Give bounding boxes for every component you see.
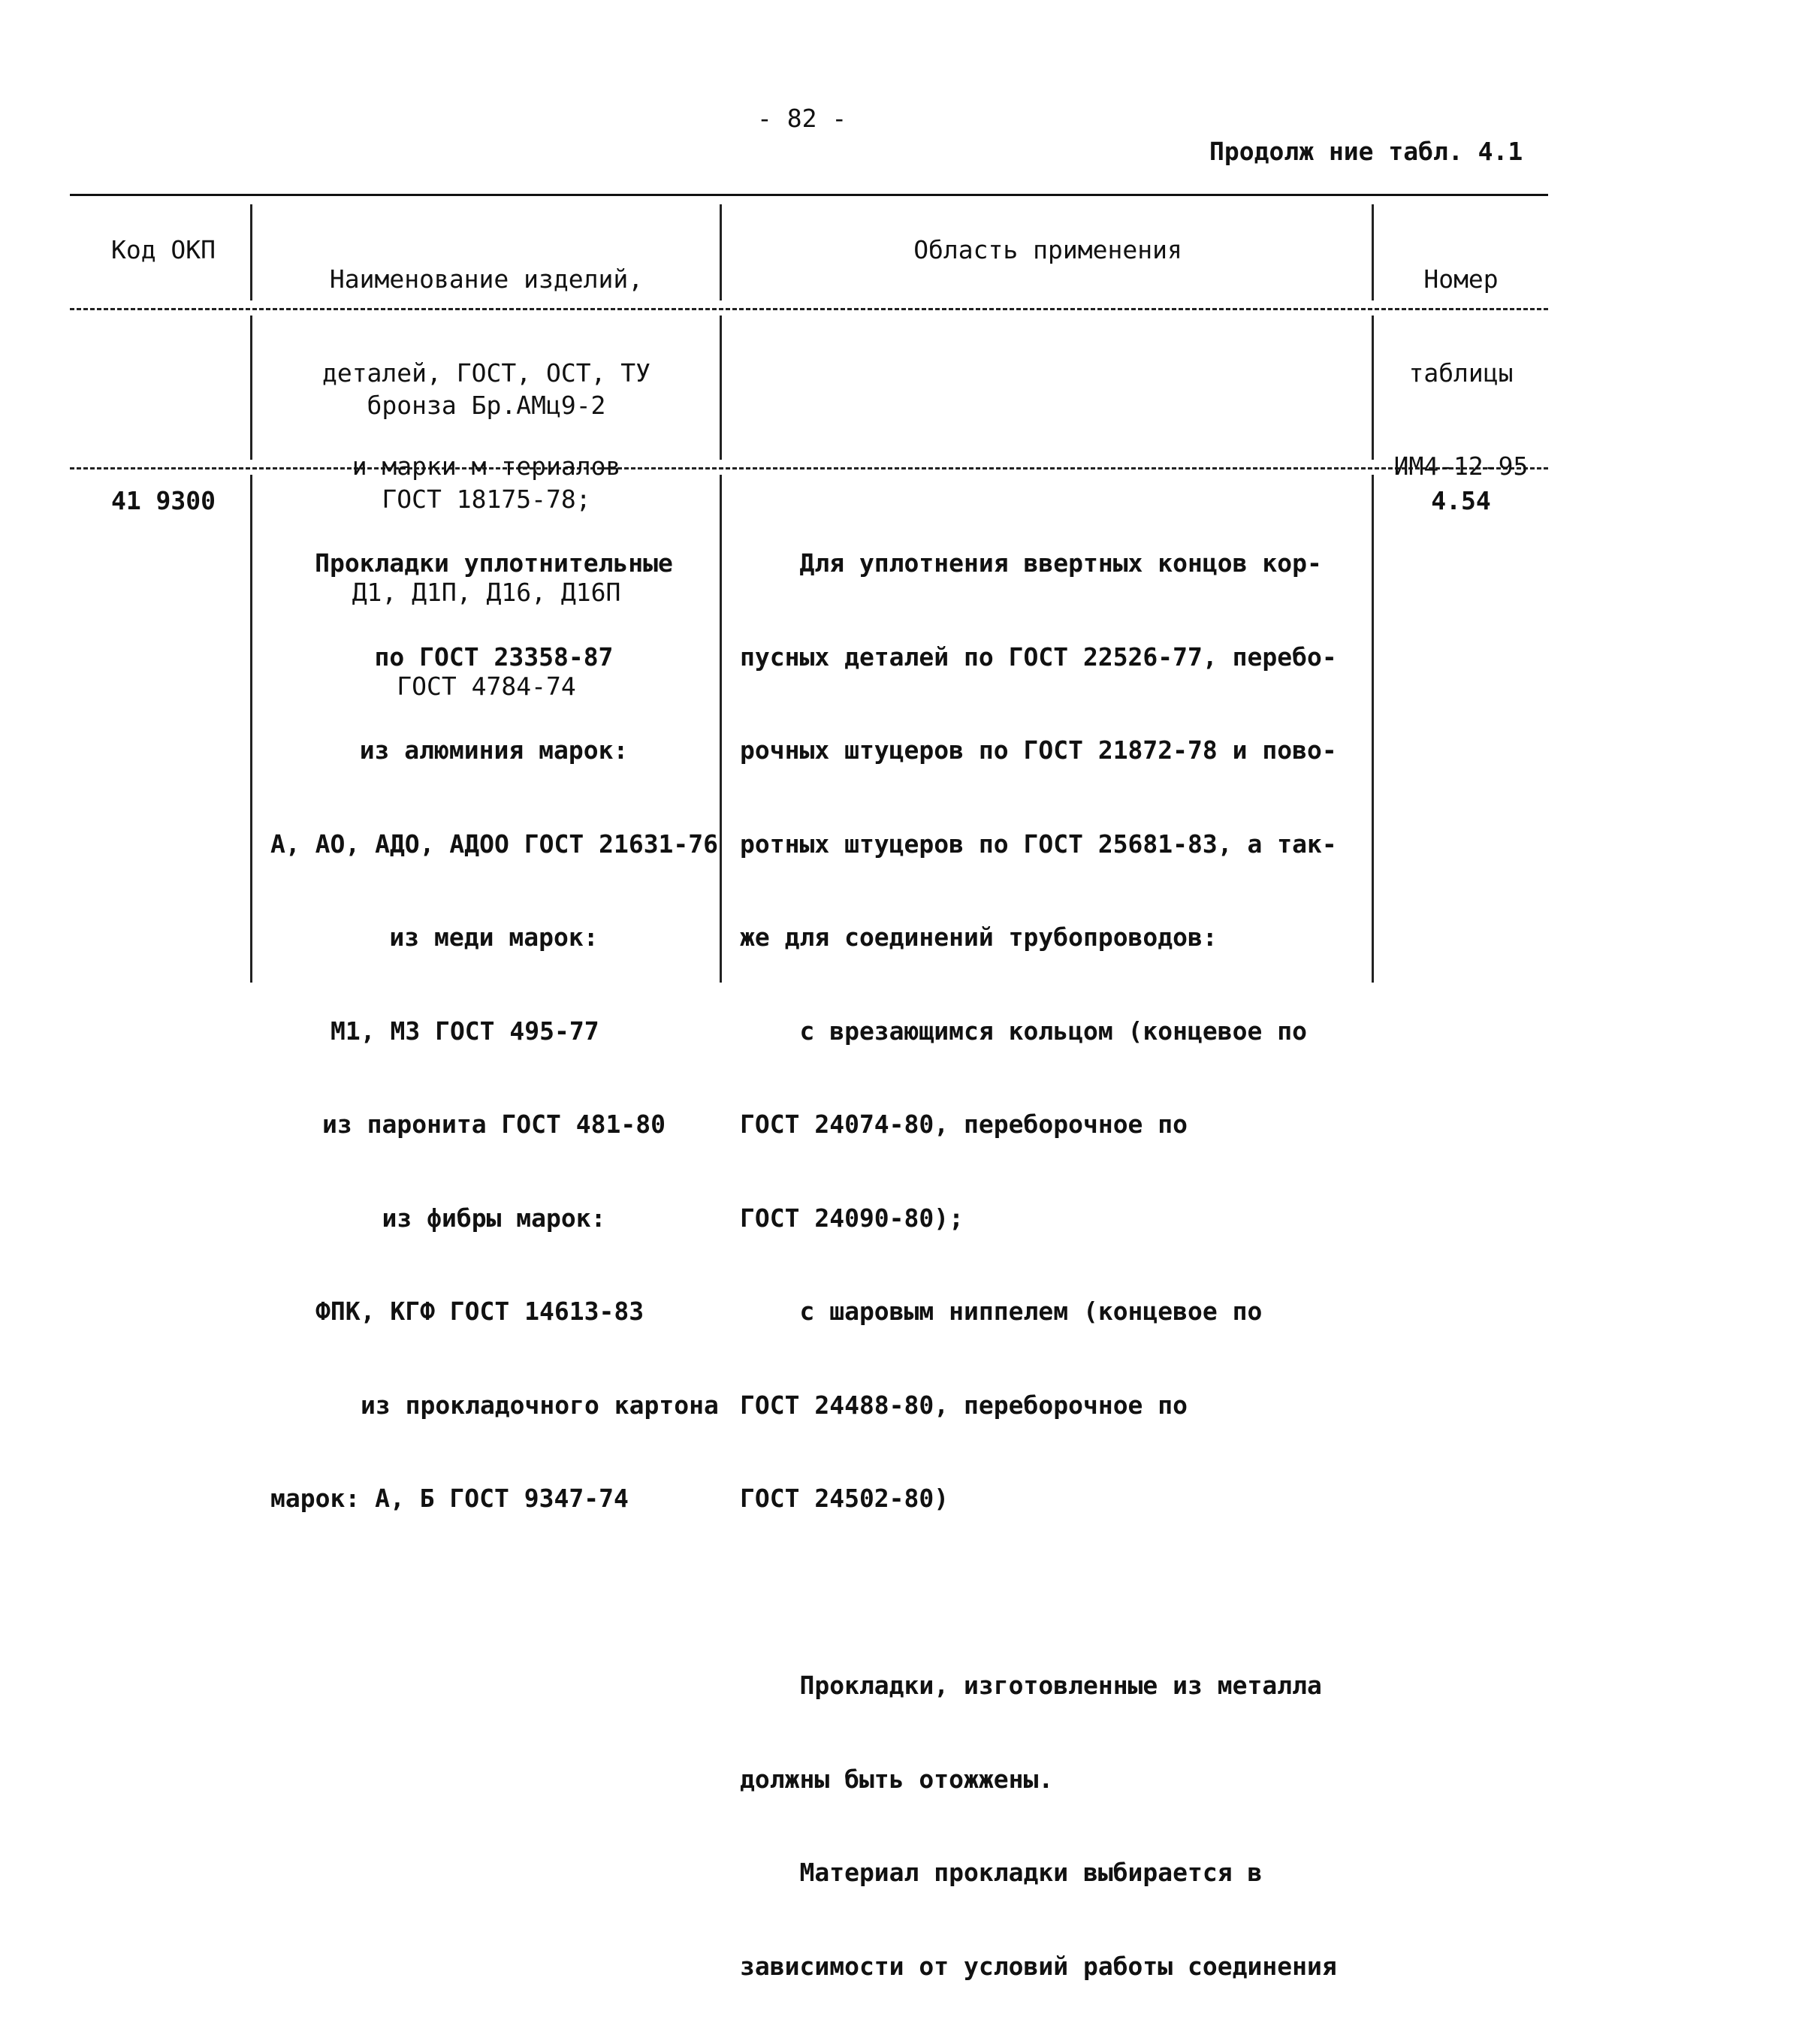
row2-code-okp: 41 9300	[110, 486, 216, 515]
column-divider	[250, 204, 252, 300]
header-table-number: Номер таблицы ИМ4-12-95	[1393, 264, 1529, 481]
column-divider	[1372, 475, 1374, 983]
row2-application-text: Для уплотнения ввертных концов кор- пусных деталей по ГОСТ 22526-77, перебо- рочных штуцеров по ГОСТ 21872-78 и пово- ротных штуцеров по ГОСТ 25681-83, а так- же для соединений трубопроводов: с врезающимся кольцом (концевое по ГОСТ 24074-80, переборочное по ГОСТ 24090-80); с шаровым ниппелем (концевое по ГОСТ 24488-80, переборочное по ГОСТ 24502-80) Прокладки, изготовленные из металла должны быть отожжены. Материал прокладки выбирается в зависимости от условий работы соединения	[740, 548, 1337, 1981]
header-application-area: Область применения	[913, 235, 1182, 264]
page-number: - 82 -	[757, 104, 847, 133]
row1-materials: бронза Бр.АМц9-2 ГОСТ 18175-78; Д1, Д1П, Д16, Д16П ГОСТ 4784-74	[352, 391, 621, 701]
header-code-okp: Код ОКП	[110, 235, 216, 264]
row2-product-materials: Прокладки уплотнительные по ГОСТ 23358-87 из алюминия марок: А, АО, АДО, АДОО ГОСТ 21631-76 из меди марок: М1, М3 ГОСТ 495-77 из паронита ГОСТ 481-80 из фибры марок: ФПК, КГФ ГОСТ 14613-83 из прокладочного картона марок: А, Б ГОСТ 9347-74	[270, 548, 719, 1513]
column-divider	[1372, 316, 1374, 460]
column-divider	[250, 316, 252, 460]
column-divider	[720, 316, 722, 460]
column-divider	[1372, 204, 1374, 300]
column-divider	[720, 475, 722, 983]
table-top-rule	[70, 194, 1548, 196]
row2-table-number: 4.54	[1431, 486, 1491, 515]
table-continuation-label: Продолж ние табл. 4.1	[1209, 137, 1523, 166]
column-divider	[250, 475, 252, 983]
column-divider	[720, 204, 722, 300]
header-product-name: Наименование изделий, деталей, ГОСТ, ОСТ, ТУ и марки м териалов	[321, 264, 651, 481]
